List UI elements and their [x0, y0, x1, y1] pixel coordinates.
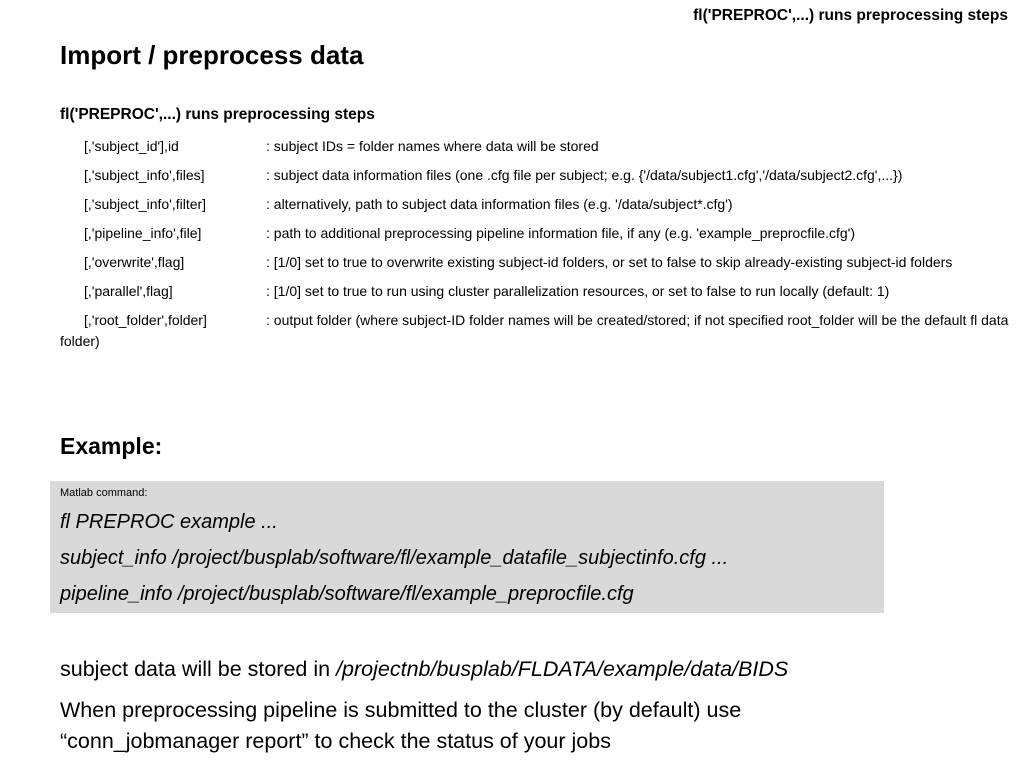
page-title: Import / preprocess data [60, 40, 364, 70]
parameter-list [60, 136, 1020, 360]
command-line: subject_info /project/busplab/software/fl/example_datafile_subjectinfo.cfg ... [60, 547, 729, 569]
param-desc: : subject data information files (one .cfg file per subject; e.g. {'/data/subject1.cfg','/data/subject2.cfg',...}) [266, 167, 903, 183]
param-row-subject-info-files [60, 165, 1020, 186]
param-desc: : subject IDs = folder names where data will be stored [266, 138, 599, 154]
example-heading: Example: [60, 433, 163, 459]
param-row-subject-info-filter [60, 194, 1020, 215]
command-line: pipeline_info /project/busplab/software/fl/example_preprocfile.cfg [60, 583, 634, 605]
param-desc: : output folder (where subject-ID folder names will be created/stored; if not specified root_folder will be the default fl data folder) [60, 312, 1009, 349]
storage-note-prefix: subject data will be stored in [60, 657, 337, 681]
matlab-command-box [50, 481, 884, 613]
param-arg: [,'overwrite',flag] [84, 254, 185, 270]
command-line: fl PREPROC example ... [60, 511, 278, 533]
param-row-root-folder [60, 310, 1020, 352]
section-subheading: fl('PREPROC',...) runs preprocessing steps [60, 106, 375, 123]
param-arg: [,'subject_info',filter] [84, 196, 207, 212]
param-arg: [,'subject_info',files] [84, 167, 205, 183]
storage-path: /projectnb/busplab/FLDATA/example/data/BIDS [336, 657, 789, 681]
param-arg: [,'pipeline_info',file] [84, 225, 202, 241]
jobmanager-note-line-1: When preprocessing pipeline is submitted to the cluster (by default) use [60, 698, 742, 722]
param-arg: [,'root_folder',folder] [84, 312, 207, 328]
param-row-parallel [60, 281, 1020, 302]
param-desc: : alternatively, path to subject data information files (e.g. '/data/subject*.cfg') [266, 196, 733, 212]
storage-note [60, 654, 788, 685]
jobmanager-note-line-2: “conn_jobmanager report” to check the status of your jobs [60, 729, 611, 753]
param-desc: : path to additional preprocessing pipeline information file, if any (e.g. 'example_preprocfile.cfg') [266, 225, 856, 241]
param-desc: : [1/0] set to true to run using cluster parallelization resources, or set to false to run locally (default: 1) [266, 283, 890, 299]
param-row-subject-id [60, 136, 1020, 157]
param-desc: : [1/0] set to true to overwrite existing subject-id folders, or set to false to skip already-existing subject-id folders [266, 254, 953, 270]
param-arg: [,'subject_id'],id [84, 138, 179, 154]
param-row-overwrite [60, 252, 1020, 273]
command-label: Matlab command: [60, 487, 148, 499]
param-arg: [,'parallel',flag] [84, 283, 173, 299]
param-row-pipeline-info [60, 223, 1020, 244]
jobmanager-note [60, 695, 741, 757]
header-title: fl('PREPROC',...) runs preprocessing steps [693, 7, 1008, 24]
